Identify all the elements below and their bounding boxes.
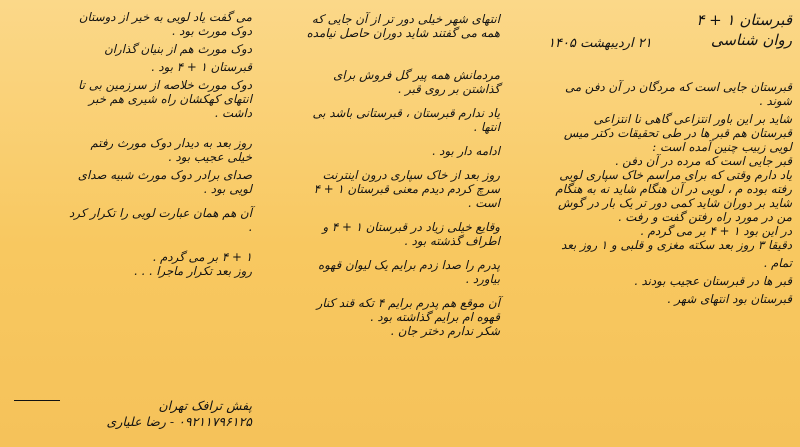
- text-line: شاید بر این باور انتزاعی گاهی نا انتزاعی: [593, 112, 792, 126]
- text-line: قبرستان بود انتهای شهر .: [666, 292, 792, 306]
- text-line: یاد ندارم قبرستان ، قبرستانی باشد بی: [312, 106, 500, 120]
- text-line: یاد دارم وقتی که برای مراسم خاک سپاری لویی: [559, 168, 792, 182]
- text-line: روز بعد از خاک سپاری درون اینترنت: [322, 168, 500, 182]
- text-line: دوک مورث خلاصه از سرزمین بی تا: [78, 78, 252, 92]
- text-line: است .: [467, 196, 500, 210]
- text-line: مردمانش همه پیر گل فروش برای: [333, 68, 500, 82]
- text-line: داشت .: [214, 106, 252, 120]
- text-line: انتها .: [473, 120, 500, 134]
- column-left: [6, 0, 252, 447]
- signature-phone: ۰۹۲۱۱۷۹۶۱۲۵ - رضا علیاری: [106, 414, 252, 429]
- text-line: سرچ کردم دیدم معنی قبرستان ۱ + ۴: [313, 182, 500, 196]
- text-line: دوک مورث بود .: [171, 24, 252, 38]
- text-line: قبر جایی است که مرده در آن دفن .: [614, 154, 792, 168]
- text-line: صدای برادر دوک مورث شبیه صدای: [77, 168, 252, 182]
- text-line: قبر ها در قبرستان عجیب بودند .: [633, 274, 792, 288]
- text-line: لویی بود .: [203, 182, 252, 196]
- signature-line: پفش ترافک تهران: [158, 398, 252, 413]
- text-line: ادامه دار بود .: [431, 144, 500, 158]
- text-line: پدرم را صدا زدم برایم یک لیوان قهوه: [317, 258, 500, 272]
- text-line: قهوه ام برایم گذاشته بود .: [369, 310, 500, 324]
- text-line: لویی زبیب چنین آمده است :: [652, 140, 792, 154]
- text-line: در این بود ۱ + ۴ بر می گردم .: [640, 224, 792, 238]
- text-line: شاید بر دوران شاید کمی دور تر یک بار در گوش: [558, 196, 792, 210]
- text-line: شوند .: [759, 94, 792, 108]
- text-line: آن هم همان عبارت لویی را تکرار کرد: [69, 206, 252, 220]
- text-line: وقایع خیلی زیاد در قبرستان ۱ + ۴ و: [322, 220, 500, 234]
- signature-block: [6, 398, 252, 430]
- column-middle: [264, 0, 500, 447]
- text-line: .: [248, 220, 252, 234]
- text-line: شکر ندارم دختر جان .: [390, 324, 500, 338]
- text-line: انتهای شهر خیلی دور تر از آن جایی که: [311, 12, 500, 26]
- text-line: ۱ + ۴ بر می گردم .: [152, 250, 252, 264]
- text-line: من در مورد راه رفتن گفت و رفت .: [617, 210, 792, 224]
- text-line: رفته بوده م ، لویی در آن هنگام شاید نه به هنگام: [555, 182, 792, 196]
- text-line: انتهای کهکشان راه شیری هم خبر: [88, 92, 252, 106]
- text-line: قبرستان هم قبر ها در طی تحقیقات دکتر میس: [563, 126, 792, 140]
- text-line: می گفت یاد لویی به خیر از دوستان: [78, 10, 252, 24]
- text-line: روز بعد تکرار ماجرا . . .: [133, 264, 252, 278]
- text-line: تمام .: [763, 256, 792, 270]
- text-line: گذاشتن بر روی قبر .: [397, 82, 500, 96]
- text-line: قبرستان جایی است که مردگان در آن دفن می: [565, 80, 792, 94]
- text-line: آن موقع هم پدرم برایم ۴ تکه قند کنار: [316, 296, 500, 310]
- text-line: روز بعد به دیدار دوک مورث رفتم: [90, 136, 252, 150]
- text-line: همه می گفتند شاید دوران حاصل نیامده: [306, 26, 500, 40]
- text-line: دوک مورث هم از بنیان گذاران: [104, 42, 252, 56]
- column-right: [530, 0, 792, 447]
- text-line: خیلی عجیب بود .: [167, 150, 252, 164]
- text-line: قبرستان ۱ + ۴ بود .: [150, 60, 252, 74]
- text-line: اطراف گذشته بود .: [404, 234, 500, 248]
- page-subtitle: روان شناسی: [710, 31, 792, 49]
- text-line: دقیقا ۳ روز بعد سکته مغزی و قلبی و ۱ روز بعد: [561, 238, 792, 252]
- page-title: قبرستان ۱ + ۴: [696, 11, 792, 29]
- signature-dash: [14, 400, 60, 401]
- header: [530, 10, 792, 54]
- page-date: ۲۱ اردیبهشت ۱۴۰۵: [548, 36, 652, 51]
- text-line: بیاورد .: [465, 272, 500, 286]
